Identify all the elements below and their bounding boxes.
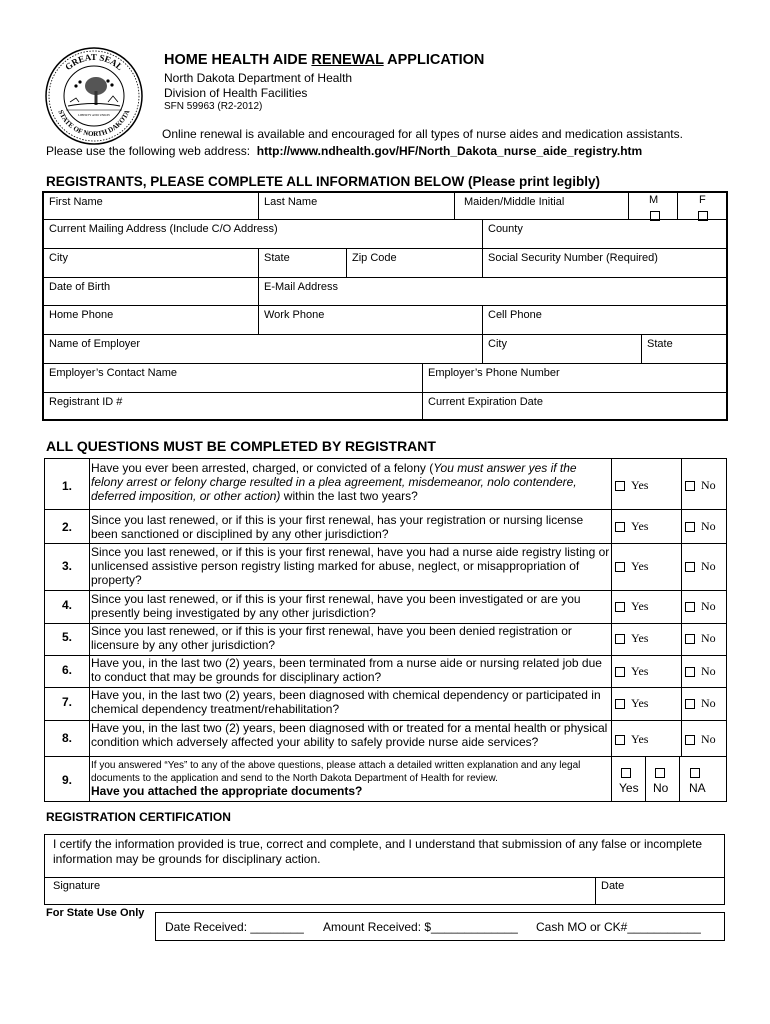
- checkbox-icon[interactable]: [685, 602, 695, 612]
- q8-text: Have you, in the last two (2) years, been diagnosed with or treated for a mental health or physical condition which adversely affected your ability to safely provide nurse aide services?: [91, 721, 608, 749]
- expiration-date-field[interactable]: Current Expiration Date: [428, 396, 543, 408]
- q2-text: Since you last renewed, or if this is your first renewal, has your registration or nursing license been sanctioned or disciplined by any other jurisdiction?: [91, 513, 584, 541]
- date-of-birth-field[interactable]: Date of Birth: [49, 281, 111, 293]
- department-name: North Dakota Department of Health: [164, 71, 353, 85]
- amount-received: Amount Received: $_____________: [323, 920, 518, 934]
- registry-url[interactable]: http://www.ndhealth.gov/HF/North_Dakota_nurse_aide_registry.htm: [256, 144, 643, 158]
- ssn-field[interactable]: Social Security Number (Required): [488, 252, 658, 264]
- work-phone-field[interactable]: Work Phone: [264, 309, 325, 321]
- page-title: HOME HEALTH AIDE RENEWAL APPLICATION: [164, 52, 485, 68]
- state-use-label: For State Use Only: [46, 907, 145, 919]
- certification-box: [44, 834, 725, 905]
- q2-no-option[interactable]: No: [685, 519, 716, 534]
- q8-no-option[interactable]: No: [685, 732, 716, 747]
- state-use-box: [155, 912, 725, 941]
- q3-yes-option[interactable]: Yes: [615, 559, 648, 574]
- female-label: F: [699, 194, 706, 206]
- checkbox-icon[interactable]: [685, 562, 695, 572]
- q4-yes-option[interactable]: Yes: [615, 599, 648, 614]
- q5-text: Since you last renewed, or if this is your first renewal, have you been denied registration or licensure by any other jurisdiction?: [91, 624, 572, 652]
- questions-table: [44, 458, 727, 802]
- q1-no-option[interactable]: No: [685, 478, 716, 493]
- q2-number: 2.: [61, 520, 72, 534]
- employer-name-field[interactable]: Name of Employer: [49, 338, 141, 350]
- q3-text: Since you last renewed, or if this is your first renewal, have you had a nurse aide registry listing or unlicensed assistive person registry listing marked for abuse, neglect, or misappropriation of property?: [91, 545, 610, 587]
- male-label: M: [649, 194, 659, 206]
- q4-text: Since you last renewed, or if this is your first renewal, have you been investigated or are you presently being investigated by any other jurisdiction?: [91, 592, 581, 620]
- q5-number: 5.: [61, 630, 72, 644]
- checkbox-icon[interactable]: [615, 735, 625, 745]
- email-field[interactable]: E-Mail Address: [264, 281, 338, 293]
- q3-number: 3.: [61, 559, 72, 573]
- date-received: Date Received: ________: [165, 920, 304, 934]
- employer-state-field[interactable]: State: [647, 338, 673, 350]
- certification-heading: REGISTRATION CERTIFICATION: [46, 810, 231, 824]
- checkbox-icon[interactable]: [615, 522, 625, 532]
- registrant-id-field[interactable]: Registrant ID #: [49, 396, 123, 408]
- q8-number: 8.: [61, 731, 72, 745]
- q9-yes-label: Yes: [619, 781, 639, 795]
- state-field[interactable]: State: [264, 252, 290, 264]
- q6-text: Have you, in the last two (2) years, been terminated from a nurse aide or nursing related job due to conduct that may be grounds for disciplinary action?: [91, 656, 602, 684]
- q9-no-label: No: [653, 781, 669, 795]
- employer-city-field[interactable]: City: [488, 338, 507, 350]
- mailing-address-field[interactable]: Current Mailing Address (Include C/O Address): [49, 223, 278, 235]
- online-renewal-note: Online renewal is available and encouraged for all types of nurse aides and medication assistants.: [162, 127, 683, 141]
- questions-heading: ALL QUESTIONS MUST BE COMPLETED BY REGISTRANT: [46, 438, 436, 454]
- q5-yes-option[interactable]: Yes: [615, 631, 648, 646]
- q1-text: Have you ever been arrested, charged, or convicted of a felony (You must answer yes if the felony arrest or felony charge resulted in a plea agreement, misdemeanor, nolo contendere, deferred imposition, or other action) within the last two years?: [91, 461, 577, 503]
- date-field[interactable]: Date: [601, 880, 625, 892]
- q8-yes-option[interactable]: Yes: [615, 732, 648, 747]
- cell-phone-field[interactable]: Cell Phone: [488, 309, 542, 321]
- svg-text:GREAT SEAL: [63, 52, 125, 72]
- q1-number: 1.: [61, 479, 72, 493]
- q6-number: 6.: [61, 663, 72, 677]
- checkbox-icon[interactable]: [685, 481, 695, 491]
- q7-text: Have you, in the last two (2) years, been diagnosed with chemical dependency or participated in chemical dependency treatment/rehabilitation?: [91, 688, 601, 716]
- certification-text: I certify the information provided is true, correct and complete, and I understand that submission of any false or incomplete information may be grounds for disciplinary action.: [53, 837, 703, 866]
- q6-yes-option[interactable]: Yes: [615, 664, 648, 679]
- q6-no-option[interactable]: No: [685, 664, 716, 679]
- employer-phone-field[interactable]: Employer’s Phone Number: [428, 367, 560, 379]
- division-name: Division of Health Facilities: [164, 86, 308, 100]
- checkbox-icon[interactable]: [615, 634, 625, 644]
- checkbox-icon[interactable]: [615, 667, 625, 677]
- checkbox-icon[interactable]: [615, 481, 625, 491]
- q4-number: 4.: [61, 598, 72, 612]
- q3-no-option[interactable]: No: [685, 559, 716, 574]
- checkbox-icon[interactable]: [685, 699, 695, 709]
- checkbox-icon[interactable]: [615, 699, 625, 709]
- seal-motto: LIBERTY AND UNION: [78, 113, 110, 117]
- first-name-field[interactable]: First Name: [49, 196, 103, 208]
- zip-code-field[interactable]: Zip Code: [352, 252, 397, 264]
- state-seal-icon: [44, 46, 144, 146]
- checkbox-icon[interactable]: [615, 602, 625, 612]
- registrant-heading: REGISTRANTS, PLEASE COMPLETE ALL INFORMATION BELOW (Please print legibly): [46, 174, 601, 189]
- payment-method: Cash MO or CK#___________: [536, 920, 701, 934]
- home-phone-field[interactable]: Home Phone: [49, 309, 114, 321]
- q7-yes-option[interactable]: Yes: [615, 696, 648, 711]
- city-field[interactable]: City: [49, 252, 68, 264]
- q9-text: If you answered “Yes” to any of the above questions, please attach a detailed written explanation and any legal documents to the application and send to the North Dakota Department of Health for review. Have you attached the appropriate documents?: [91, 760, 581, 798]
- seal-top-text: GREAT SEAL: [63, 51, 125, 73]
- form-number: SFN 59963 (R2-2012): [164, 101, 263, 112]
- q9-number: 9.: [61, 773, 72, 787]
- seal-bottom-text: STATE OF NORTH DAKOTA: [56, 108, 132, 139]
- registrant-info-table: [42, 191, 728, 421]
- online-address-line: Please use the following web address: http://www.ndhealth.gov/HF/North_Dakota_nurse_aide_registry.htm: [46, 144, 643, 158]
- q7-number: 7.: [61, 695, 72, 709]
- checkbox-icon[interactable]: [685, 735, 695, 745]
- checkbox-icon[interactable]: [685, 634, 695, 644]
- checkbox-icon[interactable]: [685, 667, 695, 677]
- employer-contact-field[interactable]: Employer’s Contact Name: [49, 367, 177, 379]
- q2-yes-option[interactable]: Yes: [615, 519, 648, 534]
- checkbox-icon[interactable]: [615, 562, 625, 572]
- last-name-field[interactable]: Last Name: [264, 196, 318, 208]
- male-checkbox[interactable]: [650, 208, 660, 226]
- q9-na-label: NA: [689, 781, 706, 795]
- checkbox-icon[interactable]: [685, 522, 695, 532]
- q7-no-option[interactable]: No: [685, 696, 716, 711]
- county-field[interactable]: County: [488, 223, 523, 235]
- q1-yes-option[interactable]: Yes: [615, 478, 648, 493]
- q5-no-option[interactable]: No: [685, 631, 716, 646]
- female-checkbox[interactable]: [698, 208, 708, 226]
- maiden-initial-field[interactable]: Maiden/Middle Initial: [464, 196, 565, 208]
- q4-no-option[interactable]: No: [685, 599, 716, 614]
- signature-field[interactable]: Signature: [53, 880, 101, 892]
